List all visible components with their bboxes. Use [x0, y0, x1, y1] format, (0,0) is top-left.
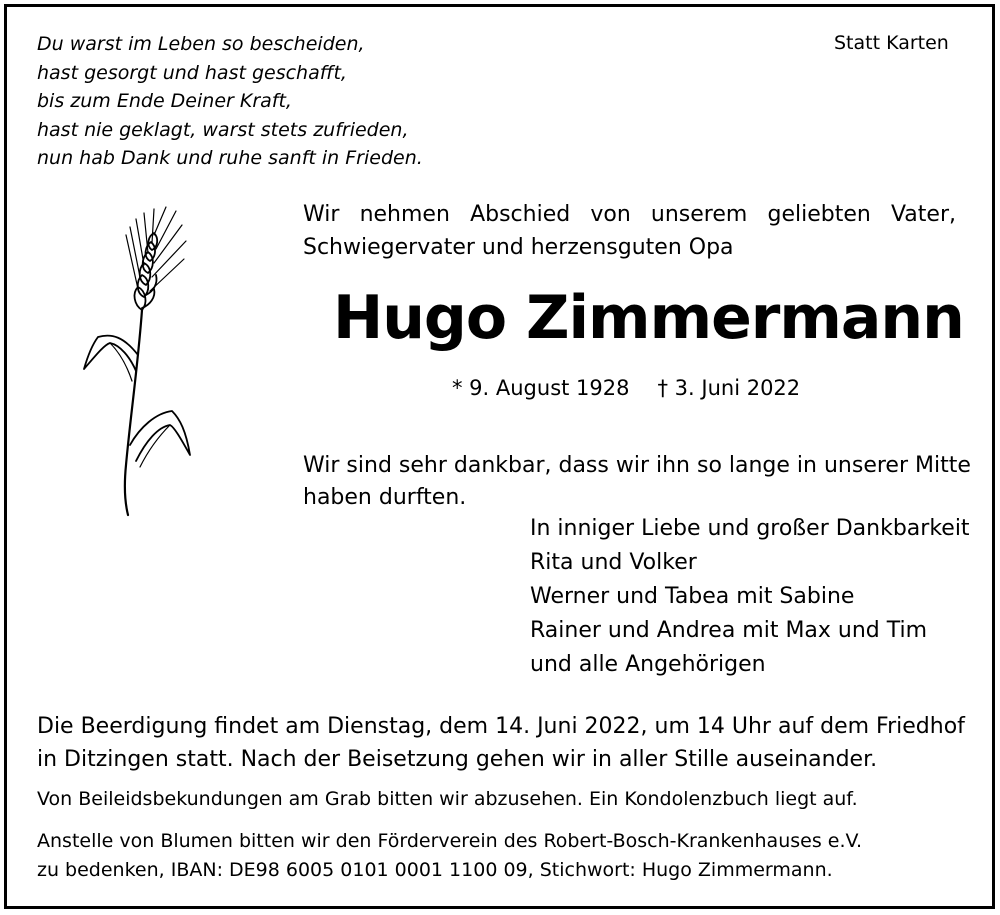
gratitude-line: Wir sind sehr dankbar, dass wir ihn so lange in unserer Mitte: [303, 453, 971, 478]
farewell-word: unserem: [650, 202, 748, 227]
farewell-word: nehmen: [359, 202, 450, 227]
poem-line: hast gesorgt und hast geschafft,: [37, 61, 347, 84]
farewell-word: geliebten: [767, 202, 871, 227]
farewell-line-2: Schwiegervater und herzensguten Opa: [303, 235, 734, 260]
farewell-word: von: [590, 202, 631, 227]
death-date: † 3. Juni 2022: [657, 376, 801, 400]
farewell-word: Wir: [303, 202, 340, 227]
donation-line: zu bedenken, IBAN: DE98 6005 0101 0001 1100 09, Stichwort: Hugo Zimmermann.: [37, 859, 833, 881]
gratitude-text: [303, 450, 971, 514]
poem-line: Du warst im Leben so bescheiden,: [37, 33, 365, 55]
funeral-line: Die Beerdigung findet am Dienstag, dem 14. Juni 2022, um 14 Uhr auf dem Friedhof: [37, 714, 965, 739]
signatory-line: Rainer und Andrea mit Max und Tim: [530, 618, 928, 643]
farewell-line-1: [303, 198, 956, 231]
poem: [37, 30, 423, 173]
life-dates: [452, 376, 800, 400]
funeral-notice: [37, 710, 965, 776]
birth-date: * 9. August 1928: [452, 376, 630, 400]
condolence-notice: Von Beileidsbekundungen am Grab bitten wir abzusehen. Ein Kondolenzbuch liegt auf.: [37, 788, 858, 810]
farewell-text: [303, 198, 956, 264]
donation-line: Anstelle von Blumen bitten wir den Förderverein des Robert-Bosch-Krankenhauses e.V.: [37, 830, 863, 852]
signatory-line: und alle Angehörigen: [530, 652, 766, 677]
poem-line: nun hab Dank und ruhe sanft in Frieden.: [37, 147, 423, 169]
farewell-word: Vater,: [890, 202, 956, 227]
poem-line: bis zum Ende Deiner Kraft,: [37, 90, 292, 112]
donation-notice: [37, 827, 862, 885]
statt-karten-label: Statt Karten: [834, 32, 949, 54]
wheat-ear-icon: [80, 205, 200, 520]
signatory-line: Rita und Volker: [530, 550, 697, 575]
signatories: [530, 512, 970, 682]
signatory-line: Werner und Tabea mit Sabine: [530, 584, 855, 609]
farewell-word: Abschied: [470, 202, 571, 227]
gratitude-line: haben durften.: [303, 485, 467, 510]
deceased-name: Hugo Zimmermann: [333, 283, 964, 353]
funeral-line: in Ditzingen statt. Nach der Beisetzung gehen wir in aller Stille auseinander.: [37, 747, 878, 772]
poem-line: hast nie geklagt, warst stets zufrieden,: [37, 118, 409, 141]
signatory-line: In inniger Liebe und großer Dankbarkeit: [530, 516, 970, 541]
